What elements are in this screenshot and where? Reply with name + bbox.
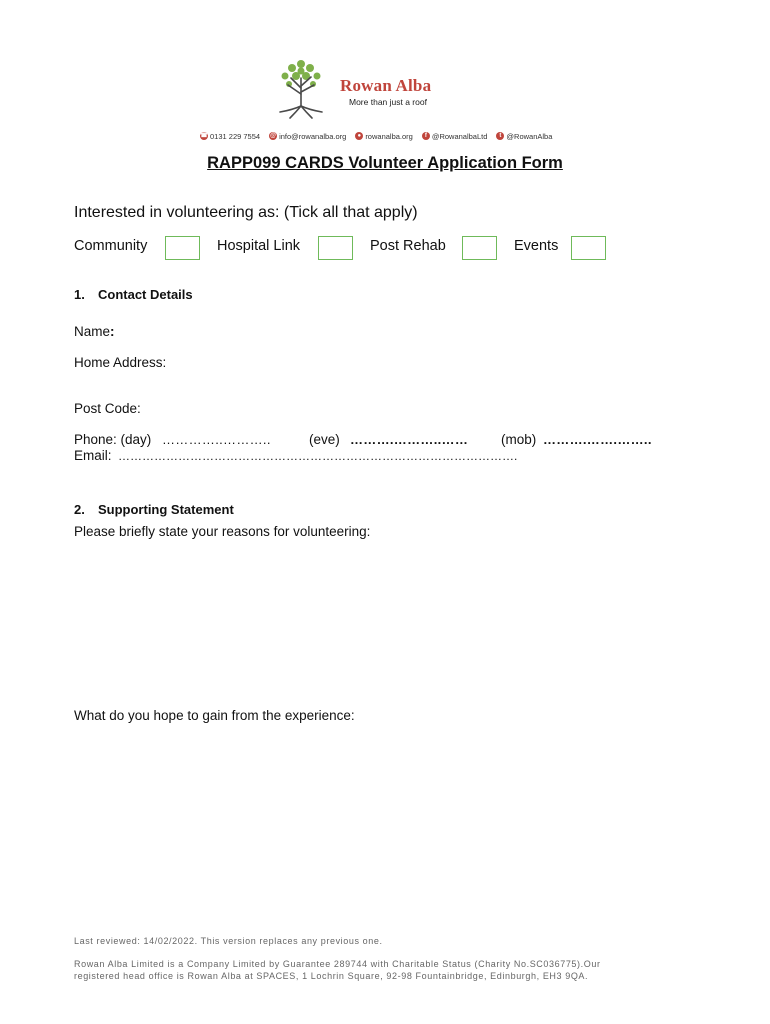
- section-number: 2.: [74, 502, 85, 517]
- footer-legal-line-2: registered head office is Rowan Alba at SPACES, 1 Lochrin Square, 92-98 Fountainbridge, Edinburgh, EH3 9QA.: [74, 971, 589, 981]
- footer-legal-line-1: Rowan Alba Limited is a Company Limited by Guarantee 289744 with Charitable Status (Charity No.SC036775).Our: [74, 959, 601, 969]
- section-supporting-statement-heading: [74, 502, 234, 517]
- phone-day-label: Phone: (day): [74, 432, 152, 447]
- gain-question: What do you hope to gain from the experience:: [74, 708, 355, 723]
- section-contact-details-heading: [74, 287, 193, 302]
- facebook-icon: f: [422, 132, 430, 140]
- checkbox-post-rehab[interactable]: [462, 236, 497, 260]
- web-icon: ●: [355, 132, 363, 140]
- name-field[interactable]: [120, 322, 680, 342]
- section-heading-text: Contact Details: [98, 287, 193, 302]
- footer-legal: [74, 958, 601, 982]
- option-label-events: Events: [514, 238, 559, 254]
- section-number: 1.: [74, 287, 85, 302]
- checkbox-hospital-link[interactable]: [318, 236, 353, 260]
- rowan-alba-logo-tree: [272, 56, 330, 120]
- option-label-community: Community: [74, 238, 148, 254]
- footer-last-reviewed: Last reviewed: 14/02/2022. This version replaces any previous one.: [74, 936, 383, 946]
- contact-phone-text: 0131 229 7554: [210, 131, 261, 141]
- contact-facebook[interactable]: [422, 130, 488, 142]
- home-address-field[interactable]: [175, 353, 680, 395]
- form-title: RAPP099 CARDS Volunteer Application Form: [207, 154, 563, 172]
- email-icon: @: [270, 133, 276, 139]
- contact-twitter-text: @RowanAlba: [506, 131, 553, 141]
- name-label-colon: :: [110, 324, 115, 339]
- reasons-question: Please briefly state your reasons for volunteering:: [74, 524, 371, 539]
- phone-day-field[interactable]: …………..………..: [162, 432, 271, 447]
- interest-question: Interested in volunteering as: (Tick all that apply): [74, 204, 418, 221]
- post-code-field[interactable]: [150, 399, 450, 419]
- phone-mob-label: (mob): [501, 432, 537, 447]
- brand-name: Rowan Alba: [340, 76, 432, 95]
- phone-eve-field[interactable]: ……….………..……: [350, 432, 469, 447]
- phone-icon: ☎: [200, 133, 208, 139]
- option-label-post-rehab: Post Rehab: [370, 238, 446, 254]
- reasons-answer-area[interactable]: [74, 545, 694, 700]
- twitter-icon: t: [496, 132, 504, 140]
- checkbox-events[interactable]: [571, 236, 606, 260]
- contact-email[interactable]: [269, 130, 346, 142]
- contact-email-text: info@rowanalba.org: [279, 131, 347, 141]
- post-code-label: Post Code:: [74, 401, 141, 416]
- contact-phone: [200, 130, 260, 142]
- home-address-label: Home Address:: [74, 355, 167, 370]
- contact-bar: [200, 130, 552, 142]
- checkbox-community[interactable]: [165, 236, 200, 260]
- contact-website[interactable]: [355, 130, 413, 142]
- brand-tagline: More than just a roof: [349, 97, 427, 107]
- name-label-text: Name: [74, 324, 111, 339]
- section-heading-text: Supporting Statement: [98, 502, 234, 517]
- gain-answer-area[interactable]: [74, 730, 694, 920]
- option-label-hospital-link: Hospital Link: [217, 238, 301, 254]
- email-field[interactable]: ……………………………………………………………………………………….: [118, 449, 518, 463]
- contact-facebook-text: @RowanalbaLtd: [431, 131, 488, 141]
- contact-website-text: rowanalba.org: [365, 131, 413, 141]
- phone-mob-field[interactable]: ……….…….……..: [543, 432, 652, 447]
- email-label: Email:: [74, 448, 112, 463]
- contact-twitter[interactable]: [496, 130, 552, 142]
- name-label: [74, 324, 115, 339]
- phone-eve-label: (eve): [309, 432, 340, 447]
